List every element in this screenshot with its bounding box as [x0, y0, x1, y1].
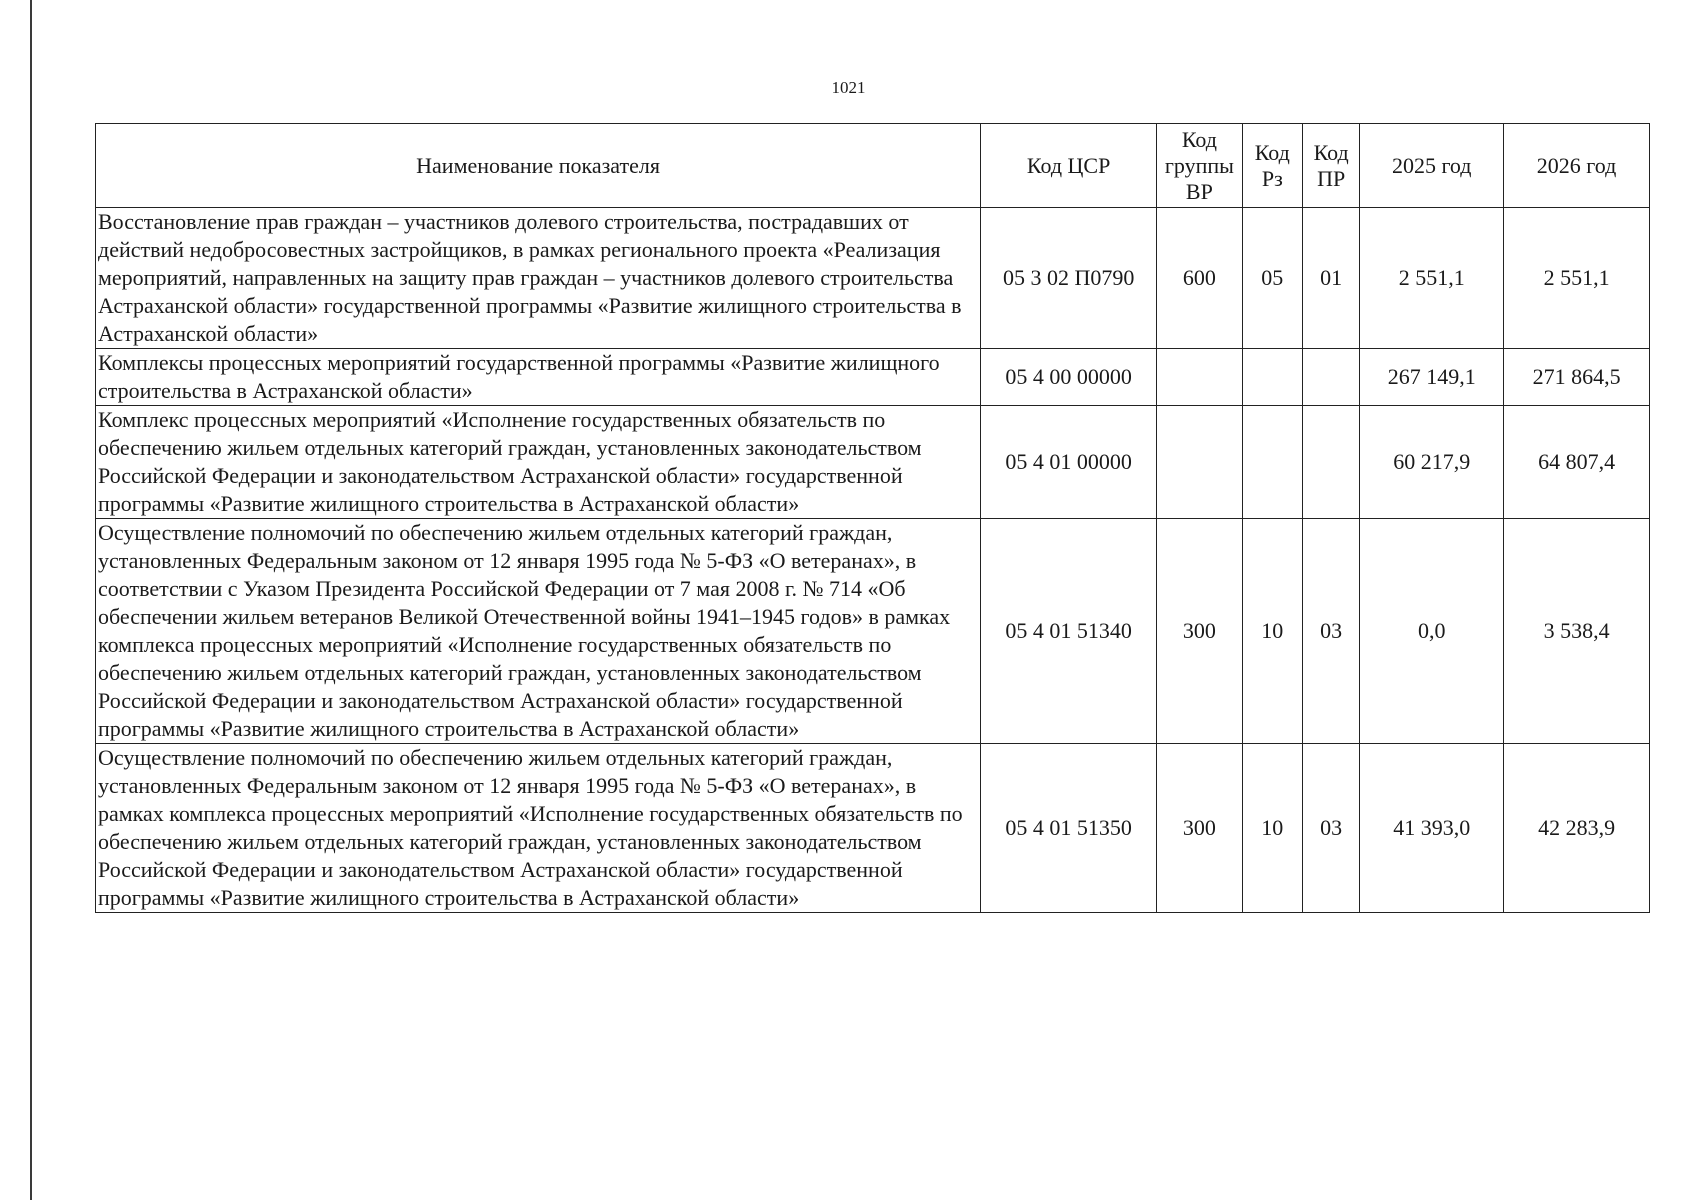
row-pr [1302, 349, 1359, 406]
row-vr: 300 [1157, 519, 1242, 744]
row-2025: 0,0 [1360, 519, 1504, 744]
row-pr: 03 [1302, 744, 1359, 913]
table-row [96, 519, 1650, 744]
row-2026: 2 551,1 [1504, 208, 1650, 349]
row-name: Комплекс процессных мероприятий «Исполнение государственных обязательств по обеспечению жильем отдельных категорий граждан, установленных законодательством Российской Федерации и законодательством Астраханской области» государственной программы «Развитие жилищного строительства в Астраханской области» [96, 406, 981, 519]
row-2026: 271 864,5 [1504, 349, 1650, 406]
row-csr: 05 4 00 00000 [981, 349, 1157, 406]
row-name: Осуществление полномочий по обеспечению жильем отдельных категорий граждан, установленных Федеральным законом от 12 января 1995 года № 5-ФЗ «О ветеранах», в соответствии с Указом Президента Российской Федерации от 7 мая 2008 г. № 714 «Об обеспечении жильем ветеранов Великой Отечественной войны 1941–1945 годов» в рамках комплекса процессных мероприятий «Исполнение государственных обязательств по обеспечению жильем отдельных категорий граждан, установленных законодательством Российской Федерации и законодательством Астраханской области» государственной программы «Развитие жилищного строительства в Астраханской области» [96, 519, 981, 744]
table-header-row [96, 124, 1650, 208]
row-2025: 60 217,9 [1360, 406, 1504, 519]
row-pr [1302, 406, 1359, 519]
table-row [96, 744, 1650, 913]
row-rz [1242, 349, 1302, 406]
row-rz: 05 [1242, 208, 1302, 349]
header-csr: Код ЦСР [981, 124, 1157, 208]
row-2026: 64 807,4 [1504, 406, 1650, 519]
row-vr: 300 [1157, 744, 1242, 913]
row-2025: 267 149,1 [1360, 349, 1504, 406]
page-number: 1021 [831, 78, 866, 97]
row-vr [1157, 406, 1242, 519]
budget-table [95, 123, 1650, 913]
row-2026: 42 283,9 [1504, 744, 1650, 913]
row-2025: 41 393,0 [1360, 744, 1504, 913]
table-row [96, 208, 1650, 349]
header-name: Наименование показателя [96, 124, 981, 208]
header-pr: Код ПР [1302, 124, 1359, 208]
row-csr: 05 4 01 00000 [981, 406, 1157, 519]
table-row [96, 406, 1650, 519]
scan-edge-line [30, 0, 32, 1200]
header-2026: 2026 год [1504, 124, 1650, 208]
row-pr: 03 [1302, 519, 1359, 744]
row-rz [1242, 406, 1302, 519]
row-name: Восстановление прав граждан – участников долевого строительства, пострадавших от действий недобросовестных застройщиков, в рамках регионального проекта «Реализация мероприятий, направленных на защиту прав граждан – участников долевого строительства Астраханской области» государственной программы «Развитие жилищного строительства в Астраханской области» [96, 208, 981, 349]
row-name: Осуществление полномочий по обеспечению жильем отдельных категорий граждан, установленных Федеральным законом от 12 января 1995 года № 5-ФЗ «О ветеранах», в рамках комплекса процессных мероприятий «Исполнение государственных обязательств по обеспечению жильем отдельных категорий граждан, установленных законодательством Российской Федерации и законодательством Астраханской области» государственной программы «Развитие жилищного строительства в Астраханской области» [96, 744, 981, 913]
row-csr: 05 3 02 П0790 [981, 208, 1157, 349]
row-csr: 05 4 01 51350 [981, 744, 1157, 913]
row-pr: 01 [1302, 208, 1359, 349]
header-2025: 2025 год [1360, 124, 1504, 208]
row-vr: 600 [1157, 208, 1242, 349]
row-2025: 2 551,1 [1360, 208, 1504, 349]
row-2026: 3 538,4 [1504, 519, 1650, 744]
row-csr: 05 4 01 51340 [981, 519, 1157, 744]
row-rz: 10 [1242, 744, 1302, 913]
row-name: Комплексы процессных мероприятий государственной программы «Развитие жилищного строительства в Астраханской области» [96, 349, 981, 406]
table-row [96, 349, 1650, 406]
header-rz: Код Рз [1242, 124, 1302, 208]
row-rz: 10 [1242, 519, 1302, 744]
header-vr: Код группы ВР [1157, 124, 1242, 208]
row-vr [1157, 349, 1242, 406]
